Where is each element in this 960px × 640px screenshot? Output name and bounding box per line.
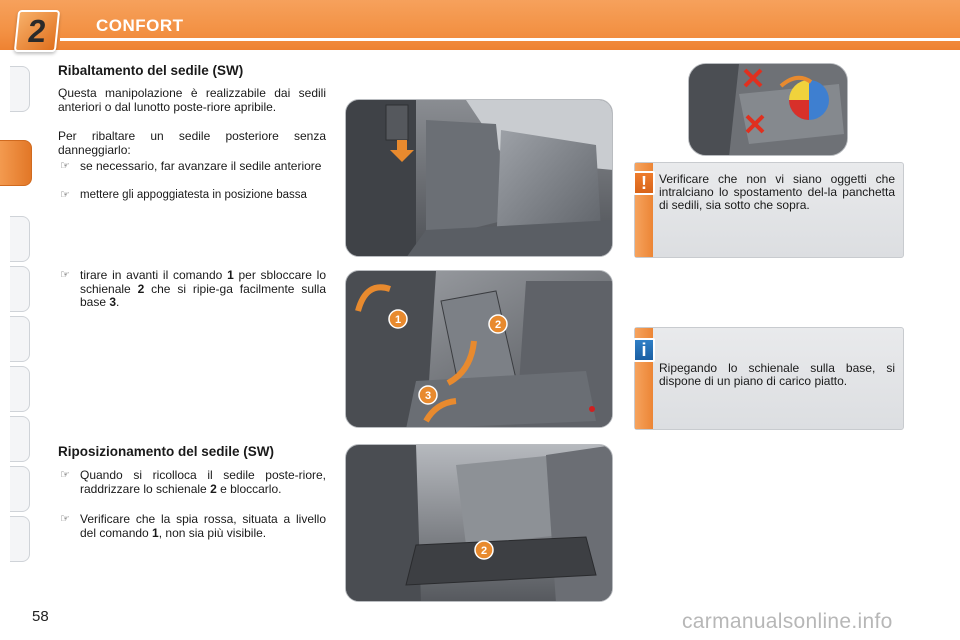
chapter-tab-7[interactable] — [10, 416, 30, 462]
chapter-title: CONFORT — [96, 16, 184, 35]
chapter-tab-2-active[interactable] — [0, 140, 32, 186]
boot-illustration — [689, 64, 848, 156]
hand-pointer-icon: ☞ — [60, 469, 70, 481]
page-number: 58 — [32, 608, 49, 625]
bullet-item — [58, 160, 326, 174]
chapter-number: 2 — [26, 13, 48, 49]
bullet-text: Quando si ricolloca il sedile poste-riore, raddrizzare lo schienale 2 e bloccarlo. — [80, 468, 326, 496]
callout-3 — [419, 386, 437, 404]
chapter-tab-3[interactable] — [10, 216, 30, 262]
callout-2 — [475, 541, 493, 559]
bullet-text: se necessario, far avanzare il sedile anteriore — [80, 159, 322, 173]
red-indicator-icon — [589, 406, 595, 412]
rear-seat-illustration — [346, 100, 613, 257]
info-text: Ripegando lo schienale sulla base, si dispone di un piano di carico piatto. — [659, 361, 895, 389]
chapter-badge — [14, 10, 60, 52]
chapter-tab-rail — [0, 66, 30, 576]
section-title-repositioning: Riposizionamento del sedile (SW) — [58, 444, 275, 459]
seat-folding-illustration — [346, 271, 613, 428]
hand-pointer-icon: ☞ — [60, 160, 70, 172]
warning-icon: ! — [633, 171, 655, 195]
bullet-item-check-light — [58, 513, 326, 540]
photo-boot-obstruction — [688, 63, 848, 156]
bullet-item-raise — [58, 469, 326, 496]
info-icon: i — [633, 338, 655, 362]
photo-folding-steps — [345, 270, 613, 428]
bullet-text: tirare in avanti il comando 1 per sbloccare lo schienale 2 che si ripie-ga facilmente sulla base 3. — [80, 268, 326, 309]
hand-pointer-icon: ☞ — [60, 513, 70, 525]
photo-headrest-lowered — [345, 99, 613, 257]
chapter-tab-6[interactable] — [10, 366, 30, 412]
chapter-tab-4[interactable] — [10, 266, 30, 312]
svg-text:2: 2 — [480, 545, 488, 557]
chapter-tab-9[interactable] — [10, 516, 30, 562]
callout-2 — [489, 315, 507, 333]
svg-text:3: 3 — [424, 390, 432, 402]
chapter-tab-1[interactable] — [10, 66, 30, 112]
hand-pointer-icon: ☞ — [60, 269, 70, 281]
chapter-tab-8[interactable] — [10, 466, 30, 512]
bullet-item — [58, 189, 326, 203]
bullet-item-release — [58, 269, 326, 310]
intro-paragraph: Questa manipolazione è realizzabile dai sedili anteriori o dal lunotto poste-riore apribile. — [58, 86, 326, 114]
hand-pointer-icon: ☞ — [60, 189, 70, 201]
info-note — [634, 327, 904, 430]
svg-text:1: 1 — [394, 314, 402, 326]
warning-text: Verificare che non vi siano oggetti che intralciano lo spostamento del-la panchetta di sedili, sia sotto che sopra. — [659, 172, 895, 213]
chapter-tab-5[interactable] — [10, 316, 30, 362]
bullet-text: mettere gli appoggiatesta in posizione bassa — [80, 189, 307, 201]
photo-seat-folded — [345, 444, 613, 602]
svg-text:2: 2 — [494, 319, 502, 331]
header-divider — [60, 38, 960, 41]
bullet-text: Verificare che la spia rossa, situata a livello del comando 1, non sia più visibile. — [80, 512, 326, 540]
section-title-folding: Ribaltamento del sedile (SW) — [58, 63, 244, 78]
callout-1 — [389, 310, 407, 328]
folded-seat-illustration — [346, 445, 613, 602]
watermark: carmanualsonline.info — [682, 610, 893, 633]
warning-note — [634, 162, 904, 258]
lead-paragraph: Per ribaltare un sedile posteriore senza danneggiarlo: — [58, 129, 326, 157]
